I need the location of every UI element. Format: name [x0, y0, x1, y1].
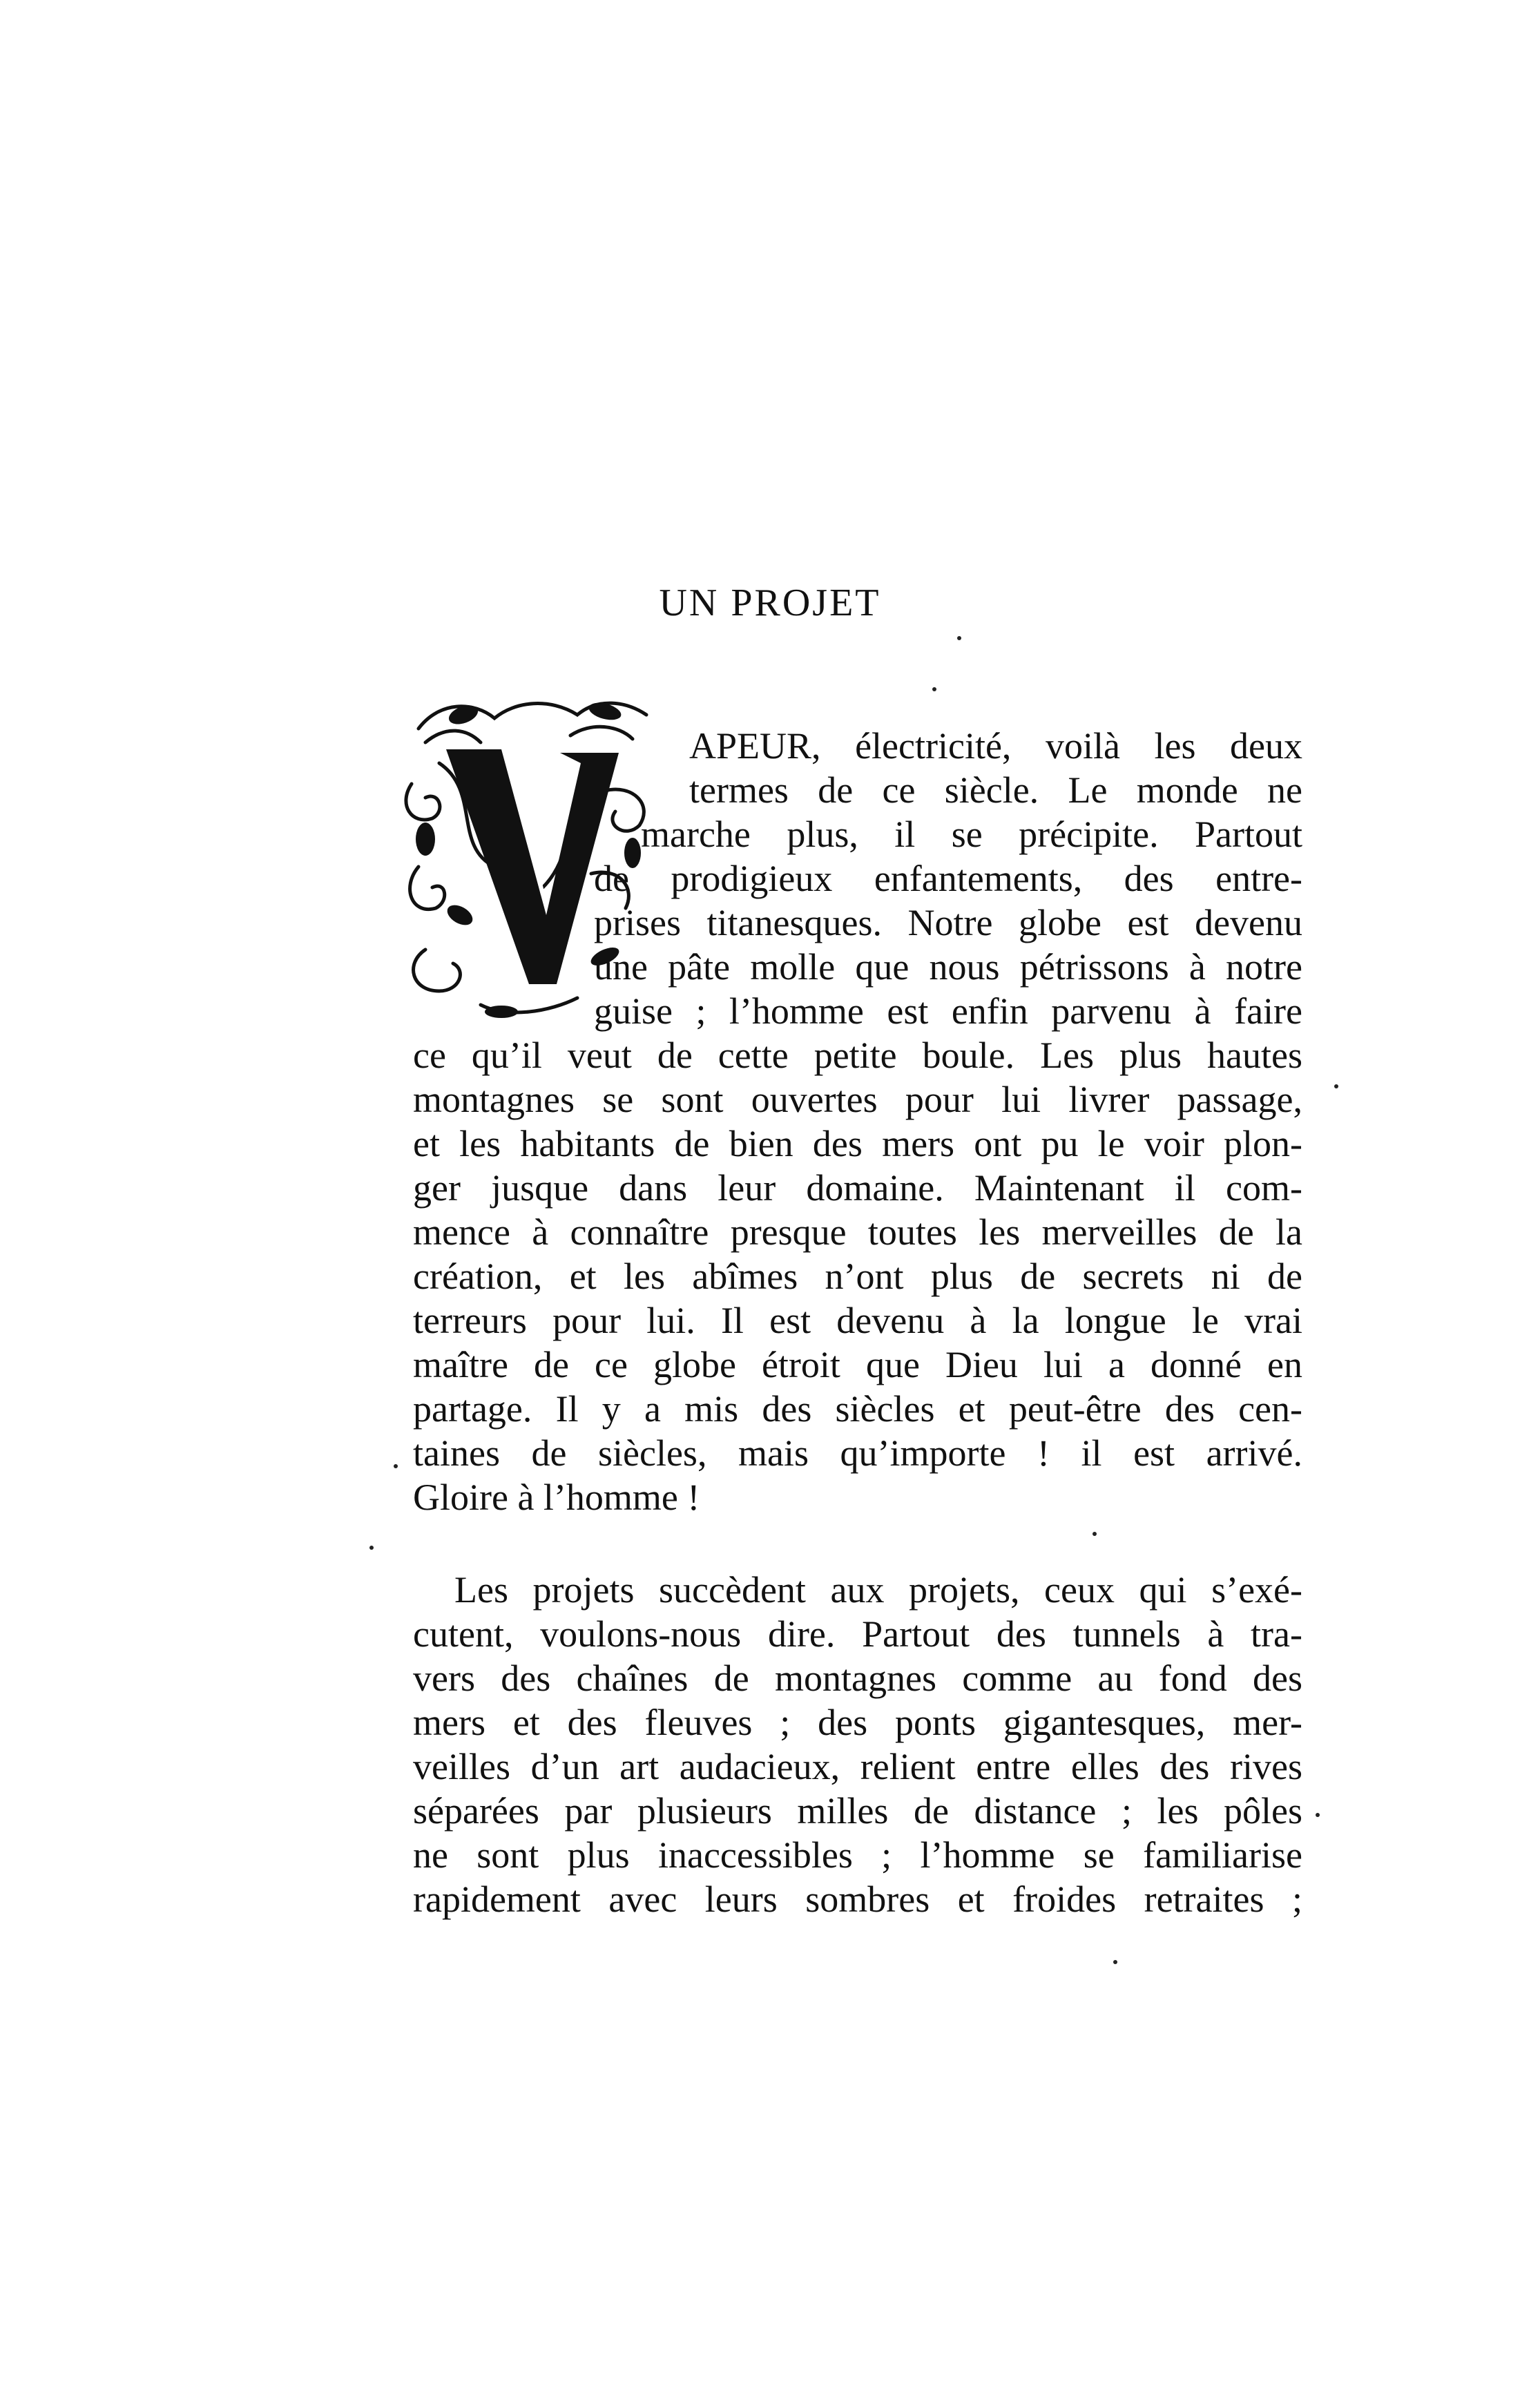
- print-speck: [369, 1546, 374, 1550]
- text-line: vers des chaînes de montagnes comme au fond des: [413, 1658, 1302, 1699]
- print-speck: [1093, 1532, 1097, 1536]
- paragraph: [413, 724, 1302, 1519]
- text-line: maître de ce globe étroit que Dieu lui a donné en: [413, 1344, 1302, 1385]
- text-line: Les projets succèdent aux projets, ceux qui s’exé-: [454, 1569, 1302, 1611]
- print-speck: [1334, 1084, 1338, 1088]
- print-speck: [1113, 1960, 1117, 1964]
- text-line: guise ; l’homme est enfin parvenu à faire: [594, 990, 1302, 1032]
- body-text: [413, 724, 1302, 1921]
- text-line: prises titanesques. Notre globe est devenu: [594, 902, 1302, 943]
- print-speck: [394, 1464, 398, 1468]
- text-line: et les habitants de bien des mers ont pu le voir plon-: [413, 1123, 1302, 1164]
- text-line: ne sont plus inaccessibles ; l’homme se familiarise: [413, 1834, 1302, 1876]
- text-line: termes de ce siècle. Le monde ne: [689, 769, 1302, 811]
- text-line: ce qu’il veut de cette petite boule. Les plus hautes: [413, 1035, 1302, 1076]
- paragraph: [413, 1568, 1302, 1921]
- text-line: rapidement avec leurs sombres et froides retraites ;: [413, 1879, 1302, 1920]
- text-line: mence à connaître presque toutes les merveilles de la: [413, 1211, 1302, 1253]
- text-line: Gloire à l’homme !: [413, 1477, 700, 1518]
- text-line: marche plus, il se précipite. Partout: [641, 814, 1302, 855]
- text-line: une pâte molle que nous pétrissons à notre: [594, 946, 1302, 988]
- text-line: ger jusque dans leur domaine. Maintenant il com-: [413, 1167, 1302, 1209]
- paragraph-gap: [413, 1519, 1302, 1568]
- text-line: taines de siècles, mais qu’importe ! il est arrivé.: [413, 1432, 1302, 1474]
- text-line: création, et les abîmes n’ont plus de secrets ni de: [413, 1256, 1302, 1297]
- print-speck: [1316, 1813, 1320, 1817]
- text-line: partage. Il y a mis des siècles et peut-être des cen-: [413, 1388, 1302, 1430]
- text-line: veilles d’un art audacieux, relient entre elles des rives: [413, 1746, 1302, 1787]
- print-speck: [932, 687, 936, 691]
- chapter-title: UN PROJET: [659, 582, 881, 624]
- text-line: de prodigieux enfantements, des entre-: [594, 858, 1302, 899]
- text-line: terreurs pour lui. Il est devenu à la longue le vrai: [413, 1300, 1302, 1341]
- text-line: montagnes se sont ouvertes pour lui livrer passage,: [413, 1079, 1302, 1120]
- print-speck: [957, 636, 961, 640]
- text-line: mers et des fleuves ; des ponts gigantesques, mer-: [413, 1702, 1302, 1743]
- text-line: APEUR, électricité, voilà les deux: [689, 725, 1302, 767]
- text-line: cutent, voulons-nous dire. Partout des tunnels à tra-: [413, 1613, 1302, 1655]
- text-line: séparées par plusieurs milles de distance ; les pôles: [413, 1790, 1302, 1832]
